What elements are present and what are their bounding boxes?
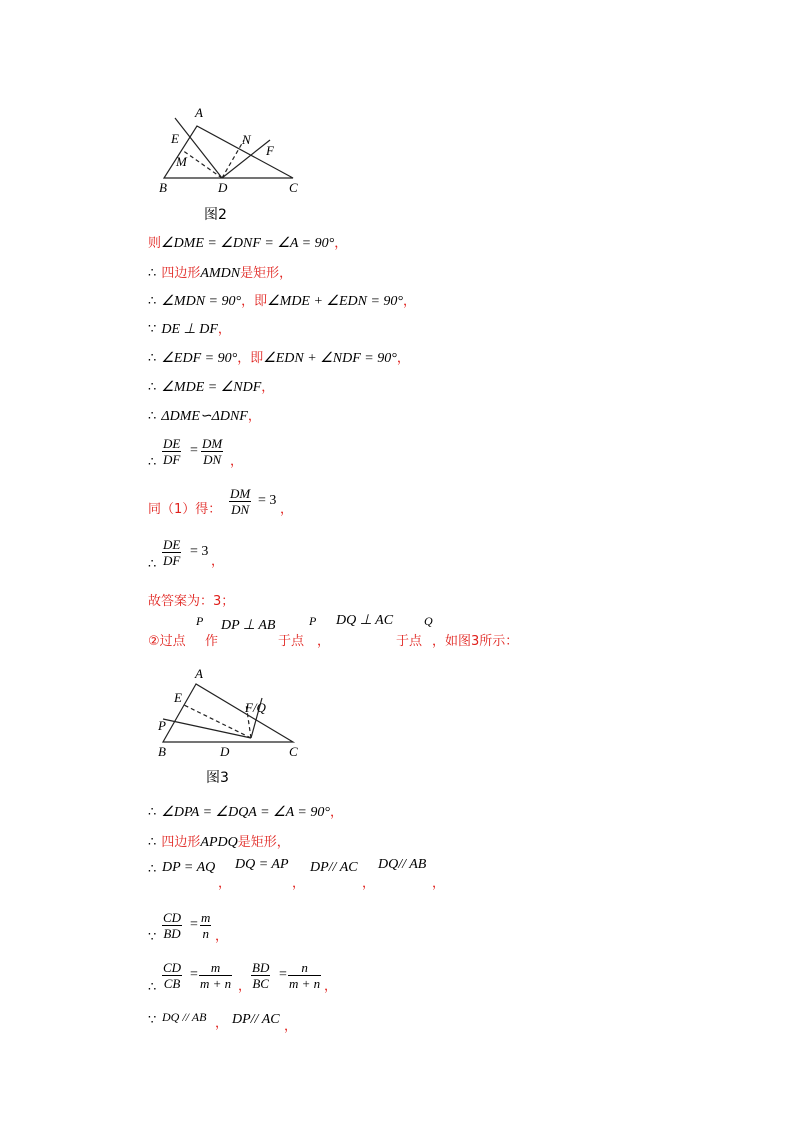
dp-parallel-ac: DP// AC	[310, 860, 358, 875]
line-3: ∴ ∠MDN = 90°，即∠MDE + ∠EDN = 90°，	[148, 294, 417, 309]
dq-perp-ac: DQ ⊥ AC	[336, 613, 394, 628]
line-13: ∴ ∠DPA = ∠DQA = ∠A = 90°，	[148, 805, 343, 820]
equals: =	[190, 443, 198, 458]
fraction-dm-dn: $\frac{DM}{DN}$	[202, 436, 223, 467]
dq-parallel-ab: DQ// AB	[378, 857, 427, 872]
answer-line: 故答案为：3；	[148, 594, 235, 609]
fraction-cd-cb: $\frac{CD}{CB}$	[163, 960, 182, 991]
fraction-de-df-2: $\frac{DE}{DF}$	[163, 537, 181, 568]
figure-2-diagram	[150, 100, 320, 200]
line-dp-extended	[163, 719, 251, 738]
construction-text-2: 作	[205, 634, 219, 649]
line-2: ∴ 四边形AMDN是矩形，	[148, 266, 293, 281]
label-e: E	[174, 690, 182, 705]
comma: ，	[280, 502, 294, 517]
equals: =	[190, 917, 198, 932]
line-17-therefore: ∴	[148, 980, 157, 995]
dp-perp-ab: DP ⊥ AB	[221, 618, 276, 633]
dashed-de	[182, 704, 251, 738]
line-5: ∴ ∠EDF = 90°，即∠EDN + ∠NDF = 90°，	[148, 351, 410, 366]
fraction-dm-dn-2: $\frac{DM}{DN}$	[230, 486, 251, 517]
line-7: ∴ ΔDME∽ΔDNF，	[148, 409, 261, 424]
line-16-because: ∵	[148, 930, 157, 945]
label-f: F	[266, 143, 274, 158]
line-10-therefore: ∴	[148, 557, 157, 572]
comma: ，	[317, 634, 331, 649]
point-p-2: P	[309, 614, 317, 628]
label-b: B	[159, 180, 167, 195]
comma: ，	[432, 876, 446, 891]
line-14: ∴ 四边形APDQ是矩形，	[148, 835, 290, 850]
point-q: Q	[424, 614, 433, 628]
construction-text-1: ②过点	[148, 634, 186, 649]
comma: ，	[215, 929, 229, 944]
line-8-therefore: ∴	[148, 455, 157, 470]
equals: =	[190, 967, 198, 982]
comma: ，	[284, 1019, 298, 1034]
fraction-m-n: $\frac{m}{n}$	[201, 910, 211, 941]
label-c: C	[289, 180, 298, 195]
line-6: ∴ ∠MDE = ∠NDF，	[148, 380, 275, 395]
line-4: ∵ DE ⊥ DF，	[148, 322, 231, 337]
fraction-bd-bc: $\frac{BD}{BC}$	[252, 960, 270, 991]
label-d: D	[220, 744, 230, 759]
construction-text-4: 于点	[396, 634, 423, 649]
figure-2-caption: 图2	[204, 207, 227, 223]
comma: ，	[218, 876, 232, 891]
comma: ，	[324, 979, 338, 994]
construction-text-3: 于点	[278, 634, 305, 649]
comma: ，	[238, 979, 252, 994]
figure-3-caption: 图3	[206, 770, 229, 786]
line-18-because: ∵	[148, 1013, 157, 1028]
comma: ，	[362, 876, 376, 891]
dp-parallel-ac-2: DP// AC	[232, 1012, 280, 1027]
dashed-dm	[182, 150, 222, 178]
label-b: B	[158, 744, 166, 759]
label-p: P	[158, 718, 166, 733]
label-a: A	[195, 666, 203, 681]
line-15-therefore: ∴	[148, 862, 157, 877]
construction-text-5: ，如图3所示：	[432, 634, 519, 649]
dq-eq-ap: DQ = AP	[235, 857, 289, 872]
fraction-cd-bd: $\frac{CD}{BD}$	[163, 910, 182, 941]
point-p: P	[196, 614, 204, 628]
fraction-de-df: $\frac{DE}{DF}$	[163, 436, 181, 467]
comma: ，	[230, 454, 244, 469]
label-d: D	[218, 180, 228, 195]
fraction-n-mn: $\frac{n}{m + n}$	[289, 960, 321, 991]
label-c: C	[289, 744, 298, 759]
equals-3: = 3	[258, 493, 277, 508]
label-m: M	[176, 154, 187, 169]
label-a: A	[195, 105, 203, 120]
figure-3-diagram	[150, 664, 320, 764]
comma: ，	[211, 554, 225, 569]
equals-3b: = 3	[190, 544, 209, 559]
comma: ，	[215, 1016, 229, 1031]
label-f-q: F/Q	[245, 700, 266, 715]
dp-eq-aq: DP = AQ	[162, 860, 216, 875]
dq-parallel-ab-2: DQ // AB	[162, 1010, 207, 1024]
comma: ，	[292, 876, 306, 891]
label-n: N	[242, 132, 251, 147]
fraction-m-mn: $\frac{m}{m + n}$	[200, 960, 232, 991]
label-e: E	[171, 131, 179, 146]
line-1: 则∠DME = ∠DNF = ∠A = 90°，	[148, 236, 348, 251]
line-9-text: 同（1）得：	[148, 502, 222, 517]
equals: =	[279, 967, 287, 982]
